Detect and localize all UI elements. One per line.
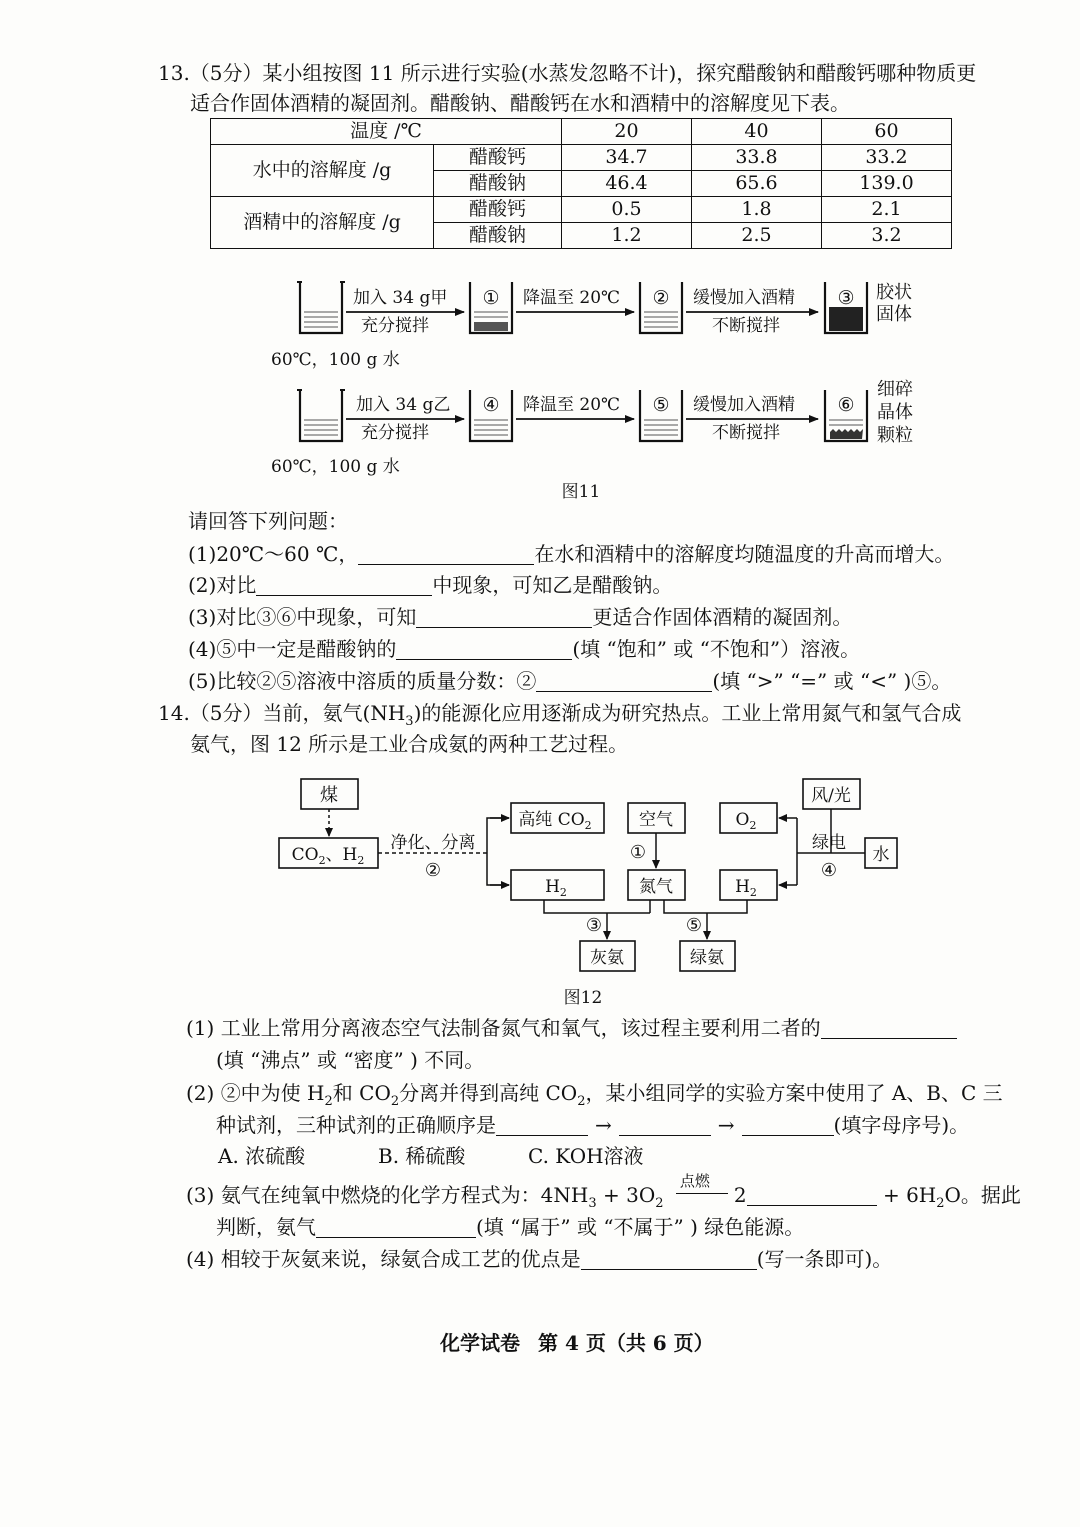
answer-blank[interactable] [619, 1113, 711, 1136]
answer-blank[interactable] [416, 605, 592, 628]
table-row [211, 145, 952, 171]
h2-left-label: $H_2$ [545, 877, 567, 899]
add-alcohol-label-row2: 缓慢加入酒精 [693, 395, 795, 415]
beaker-start-row1 [297, 282, 345, 333]
table-temp-60: 60 [822, 119, 952, 145]
q14-sub4-text-a: (4) 相较于灰氨来说，绿氨合成工艺的优点是 [186, 1247, 581, 1271]
table-cell: 3.2 [822, 223, 952, 249]
substance-name: 醋酸钙 [434, 145, 562, 171]
q14-sub1-line2: (填 “沸点” 或 “密度” ) 不同。 [216, 1048, 485, 1072]
purify-separate-label: 净化、分离 [390, 833, 476, 853]
step-1-label: ① [629, 842, 647, 863]
table-cell: 33.8 [692, 145, 822, 171]
cool-label-row2: 降温至 20℃ [523, 395, 621, 415]
q14-sub3-text-a: (3) 氨气在纯氧中燃烧的化学方程式为：4NH [186, 1183, 589, 1207]
q14-stem-line2: 氨气，图 12 所示是工业合成氨的两种工艺过程。 [190, 732, 629, 756]
branch-line [487, 818, 509, 885]
equation-bar [676, 1193, 728, 1194]
water-label: 水 [872, 845, 890, 865]
stir-keep-label-row1: 不断搅拌 [712, 316, 780, 336]
h2-right-label: $H_2$ [735, 877, 757, 899]
q13-sub3-text-b: 更适合作固体酒精的凝固剂。 [592, 605, 853, 629]
q13-sub3 [188, 602, 852, 632]
coal-label: 煤 [320, 785, 338, 806]
order-arrow: → [717, 1113, 735, 1137]
beaker-number-2: ② [652, 287, 670, 309]
beaker-number-4: ④ [482, 394, 500, 416]
figure-11-caption: 图11 [561, 482, 601, 502]
end-label-crystal-b: 晶体 [877, 402, 913, 423]
q14-sub4 [186, 1244, 892, 1274]
q14-stem-text-b: )的能源化应用逐渐成为研究热点。工业上常用氮气和氢气合成 [413, 701, 962, 725]
q14-sub3-text-f: 判断，氨气 [216, 1215, 316, 1239]
subscript: 3 [588, 1196, 597, 1211]
cool-label-row1: 降温至 20℃ [523, 288, 621, 308]
join-line-green [664, 900, 747, 913]
q14-sub1-line1 [186, 1013, 957, 1043]
q13-stem-line1: 13.（5分）某小组按图 11 所示进行实验(水蒸发忽略不计)，探究醋酸钠和醋酸钙哪种物质更 [158, 61, 977, 85]
o2-label: $O_2$ [735, 810, 757, 832]
end-label-crystal-c: 颗粒 [877, 425, 913, 446]
q14-sub4-text-b: (写一条即可)。 [756, 1247, 893, 1271]
q13-prompt: 请回答下列问题： [188, 509, 348, 533]
table-cell: 65.6 [692, 171, 822, 197]
subscript: 2 [655, 1196, 664, 1211]
footer-subject: 化学试卷 [440, 1331, 520, 1355]
substance-name: 醋酸钙 [434, 197, 562, 223]
end-label-gel-a: 胶状 [876, 282, 912, 303]
q13-sub4 [188, 634, 860, 664]
subscript: 2 [324, 1094, 333, 1109]
q14-sub2-line2 [216, 1110, 969, 1140]
grey-ammonia-label: 灰氨 [590, 948, 624, 968]
step-4-label: ④ [820, 860, 838, 881]
q14-sub2-text-a4: ，某小组同学的实验方案中使用了 A、B、C 三 [585, 1081, 1003, 1105]
alcohol-solubility-label: 酒精中的溶解度 /g [211, 197, 434, 249]
q14-sub2-line1 [186, 1078, 1003, 1108]
figure-11 [0, 270, 1080, 505]
answer-blank[interactable] [256, 573, 432, 596]
wind-solar-label: 风/光 [811, 786, 851, 806]
option-c: C. KOH溶液 [528, 1144, 644, 1168]
start-label-row2: 60℃，100 g 水 [271, 457, 400, 477]
subscript: 3 [405, 714, 414, 729]
beaker-start-row2 [297, 390, 345, 441]
answer-blank[interactable] [358, 542, 534, 565]
q14-sub2-text-a1: (2) ②中为使 H [186, 1081, 325, 1105]
option-b: B. 稀硫酸 [378, 1144, 466, 1168]
substance-name: 醋酸钠 [434, 171, 562, 197]
ignite-label: 点燃 [679, 1172, 710, 1190]
beaker-number-6: ⑥ [837, 394, 855, 416]
step-2-label: ② [424, 860, 442, 881]
ignite-arrow [674, 1172, 730, 1210]
beaker-number-5: ⑤ [652, 394, 670, 416]
q14-sub3-text-c: 2 [733, 1183, 747, 1207]
q14-stem-line1 [158, 698, 961, 728]
table-cell: 2.5 [692, 223, 822, 249]
beaker-number-3: ③ [837, 287, 855, 309]
subscript: 2 [390, 1094, 400, 1109]
q14-sub3-text-d: + 6H [882, 1183, 937, 1207]
q14-sub2-text-a2: 和 CO [332, 1081, 391, 1105]
stir-keep-label-row2: 不断搅拌 [712, 423, 780, 443]
table-cell: 33.2 [822, 145, 952, 171]
answer-blank[interactable] [747, 1183, 877, 1206]
q13-sub1-text-a: (1)20℃～60 ℃， [188, 542, 359, 566]
table-cell: 1.8 [692, 197, 822, 223]
q14-sub2-text-b1: 种试剂，三种试剂的正确顺序是 [216, 1113, 496, 1137]
solubility-table [210, 118, 952, 249]
q13-sub5 [188, 666, 951, 696]
subscript: 2 [936, 1196, 945, 1211]
stir-full-label: 充分搅拌 [361, 316, 429, 336]
answer-blank[interactable] [496, 1113, 588, 1136]
figure-12-caption: 图12 [563, 988, 603, 1008]
answer-blank[interactable] [821, 1016, 957, 1039]
table-row [211, 197, 952, 223]
q14-stem-text-a: 14.（5分）当前，氨气(NH [158, 701, 406, 725]
table-cell: 46.4 [562, 171, 692, 197]
page-footer [440, 1328, 714, 1358]
air-label: 空气 [639, 810, 673, 830]
q14-sub3-line1 [186, 1172, 1021, 1211]
end-label-gel-b: 固体 [876, 304, 912, 325]
green-power-label: 绿电 [812, 833, 846, 853]
beaker-number-1: ① [482, 287, 500, 309]
order-arrow: → [595, 1113, 612, 1137]
table-cell: 34.7 [562, 145, 692, 171]
table-cell: 1.2 [562, 223, 692, 249]
q14-options [218, 1141, 644, 1171]
table-cell: 2.1 [822, 197, 952, 223]
table-cell: 139.0 [822, 171, 952, 197]
subscript: 2 [577, 1094, 586, 1109]
q13-stem-line2: 适合作固体酒精的凝固剂。醋酸钠、醋酸钙在水和酒精中的溶解度见下表。 [190, 91, 850, 115]
step-3-label: ③ [585, 915, 603, 936]
start-label-row1: 60℃，100 g 水 [271, 350, 400, 370]
table-header-row [211, 119, 952, 145]
q14-sub2-text-b2: (填字母序号)。 [833, 1113, 970, 1137]
join-line-grey [544, 900, 650, 913]
table-temp-20: 20 [562, 119, 692, 145]
q14-sub1-text-a: (1) 工业上常用分离液态空气法制备氮气和氧气，该过程主要利用二者的 [186, 1016, 821, 1040]
q13-sub4-text-b: (填 “饱和” 或 “不饱和”）溶液。 [572, 637, 861, 661]
end-label-crystal-a: 细碎 [877, 379, 913, 400]
q13-sub5-text-a: (5)比较②⑤溶液中溶质的质量分数：② [188, 669, 537, 693]
table-temp-40: 40 [692, 119, 822, 145]
q14-sub3-line2 [216, 1212, 804, 1242]
answer-blank[interactable] [581, 1247, 757, 1270]
nitrogen-label: 氮气 [639, 877, 673, 897]
co2-h2-label: $CO_2$、$H_2$ [291, 845, 365, 867]
q13-sub4-text-a: (4)⑤中一定是醋酸钠的 [188, 637, 397, 661]
answer-blank[interactable] [536, 669, 712, 692]
q14-sub2-text-a3: 分离并得到高纯 CO [399, 1081, 578, 1105]
q13-sub2-text-a: (2)对比 [188, 573, 257, 597]
answer-blank[interactable] [742, 1113, 834, 1136]
q13-sub5-text-b: (填 “>” “=” 或 “<” )⑤。 [712, 669, 952, 693]
q13-sub2-text-b: 中现象，可知乙是醋酸钠。 [432, 573, 673, 597]
add-jia-label: 加入 34 g甲 [353, 288, 448, 308]
answer-blank[interactable] [396, 637, 572, 660]
pure-co2-label: 高纯 $CO_2$ [518, 810, 592, 832]
step-5-label: ⑤ [685, 915, 703, 936]
q13-sub3-text-a: (3)对比③⑥中现象，可知 [188, 605, 417, 629]
q13-sub1-text-b: 在水和酒精中的溶解度均随温度的升高而增大。 [534, 542, 955, 566]
q13-sub1 [188, 539, 954, 569]
q14-sub3-text-g: (填 “属于” 或 “不属于” ) 绿色能源。 [476, 1215, 805, 1239]
add-alcohol-label-row1: 缓慢加入酒精 [693, 288, 795, 308]
q14-sub3-text-b: + 3O [596, 1183, 656, 1207]
add-yi-label: 加入 34 g乙 [356, 395, 451, 415]
green-ammonia-label: 绿氨 [690, 948, 724, 968]
footer-page-number: 第 4 页（共 6 页） [538, 1331, 714, 1355]
q14-sub3-text-e: O。据此 [944, 1183, 1021, 1207]
q13-sub2 [188, 570, 672, 600]
table-cell: 0.5 [562, 197, 692, 223]
stir-full-label-row2: 充分搅拌 [361, 423, 429, 443]
substance-name: 醋酸钠 [434, 223, 562, 249]
option-a: A. 浓硫酸 [218, 1144, 306, 1168]
answer-blank[interactable] [316, 1215, 476, 1238]
water-solubility-label: 水中的溶解度 /g [211, 145, 434, 197]
table-temp-header: 温度 /℃ [211, 119, 562, 145]
figure-12 [0, 772, 1080, 1012]
